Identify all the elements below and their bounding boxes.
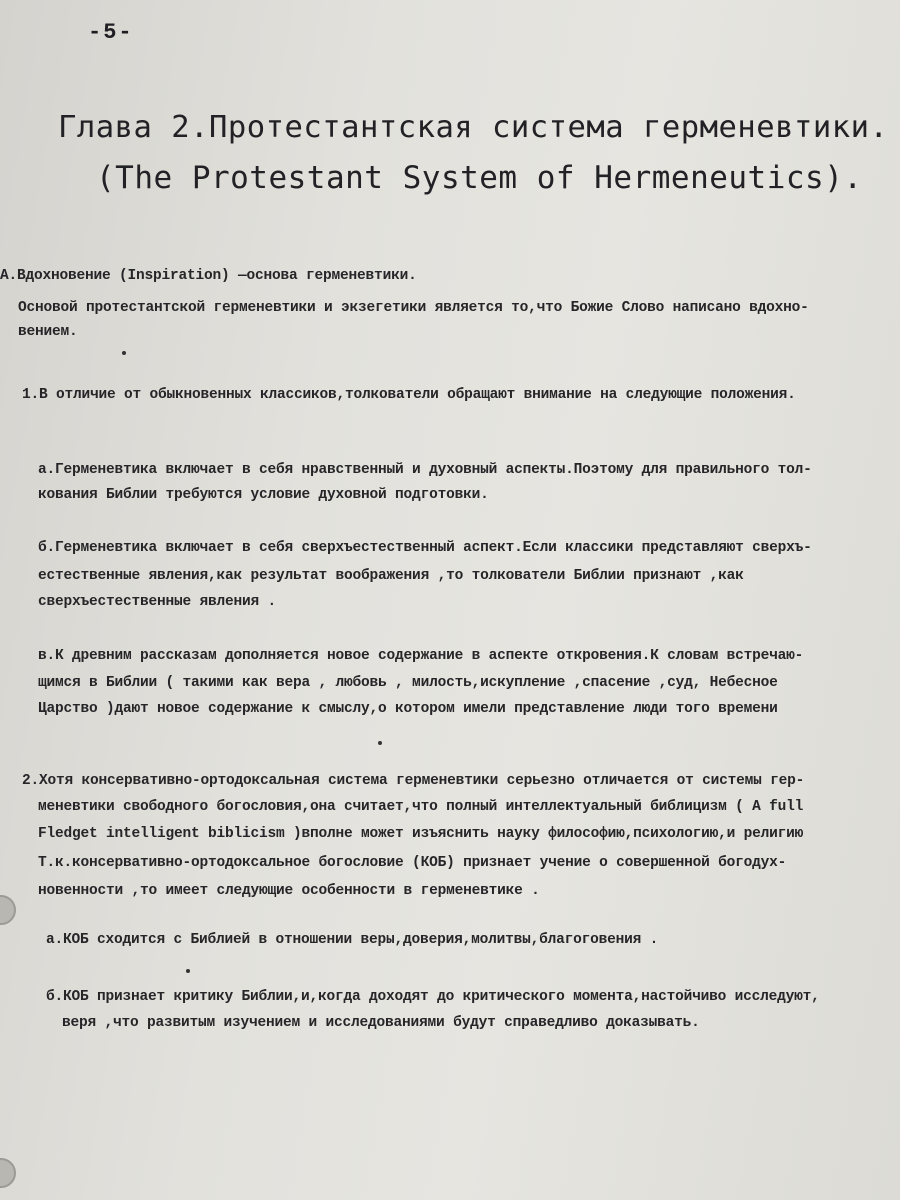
- sub-v-line: в.К древним рассказам дополняется новое содержание в аспекте откровения.К словам встречаю-: [38, 648, 804, 664]
- sub-b-line: сверхъестественные явления .: [38, 594, 277, 610]
- item-2-line: новенности ,то имеет следующие особенности в герменевтике .: [38, 883, 540, 899]
- punch-hole-icon: [0, 1158, 16, 1188]
- item-2-line: 2.Хотя консервативно-ортодоксальная система герменевтики серьезно отличается от системы гер-: [22, 773, 805, 789]
- item-1: 1.В отличие от обыкновенных классиков,толкователи обращают внимание на следующие положения.: [22, 387, 796, 403]
- item-2-b-line: б.КОБ признает критику Библии,и,когда доходят до критического момента,настойчиво исследуют,: [46, 989, 820, 1005]
- speck-mark: [122, 351, 126, 355]
- sub-a-line: а.Герменевтика включает в себя нравственный и духовный аспекты.Поэтому для правильного тол-: [38, 462, 812, 478]
- sub-b-line: б.Герменевтика включает в себя сверхъестественный аспект.Если классики представляют сверхъ-: [38, 540, 812, 556]
- speck-mark: [378, 741, 382, 745]
- page-number: -5-: [88, 20, 134, 45]
- speck-mark: [186, 969, 190, 973]
- sub-v-line: щимся в Библии ( такими как вера , любовь , милость,искупление ,спасение ,суд, Небесное: [38, 675, 778, 691]
- section-a-heading: A.Вдохновение (Inspiration) —основа герменевтики.: [0, 268, 417, 284]
- section-a-line: Основой протестантской герменевтики и экзегетики является то,что Божие Слово написано вдохно-: [18, 300, 809, 316]
- item-2-b-line: веря ,что развитым изучением и исследованиями будут справедливо доказывать.: [62, 1015, 700, 1031]
- item-2-a: а.КОБ сходится с Библией в отношении веры,доверия,молитвы,благоговения .: [46, 932, 659, 948]
- chapter-title-en: (The Protestant System of Hermeneutics).: [96, 160, 863, 196]
- sub-b-line: естественные явления,как результат воображения ,то толкователи Библии признают ,как: [38, 568, 744, 584]
- sub-v-line: Царство )дают новое содержание к смыслу,о котором имели представление люди того времени: [38, 701, 778, 717]
- item-2-line: меневтики свободного богословия,она считает,что полный интеллектуальный библицизм ( A full: [38, 799, 804, 815]
- section-a-line: вением.: [18, 324, 78, 340]
- item-2-line: Т.к.консервативно-ортодоксальное богословие (КОБ) признает учение о совершенной богодух-: [38, 855, 787, 871]
- sub-a-line: кования Библии требуются условие духовной подготовки.: [38, 487, 489, 503]
- item-2-line: Fledget intelligent biblicism )вполне может изъяснить науку философию,психологию,и религию: [38, 826, 804, 842]
- punch-hole-icon: [0, 895, 16, 925]
- chapter-title-ru: Глава 2.Протестантская система герменевтики.: [58, 110, 889, 145]
